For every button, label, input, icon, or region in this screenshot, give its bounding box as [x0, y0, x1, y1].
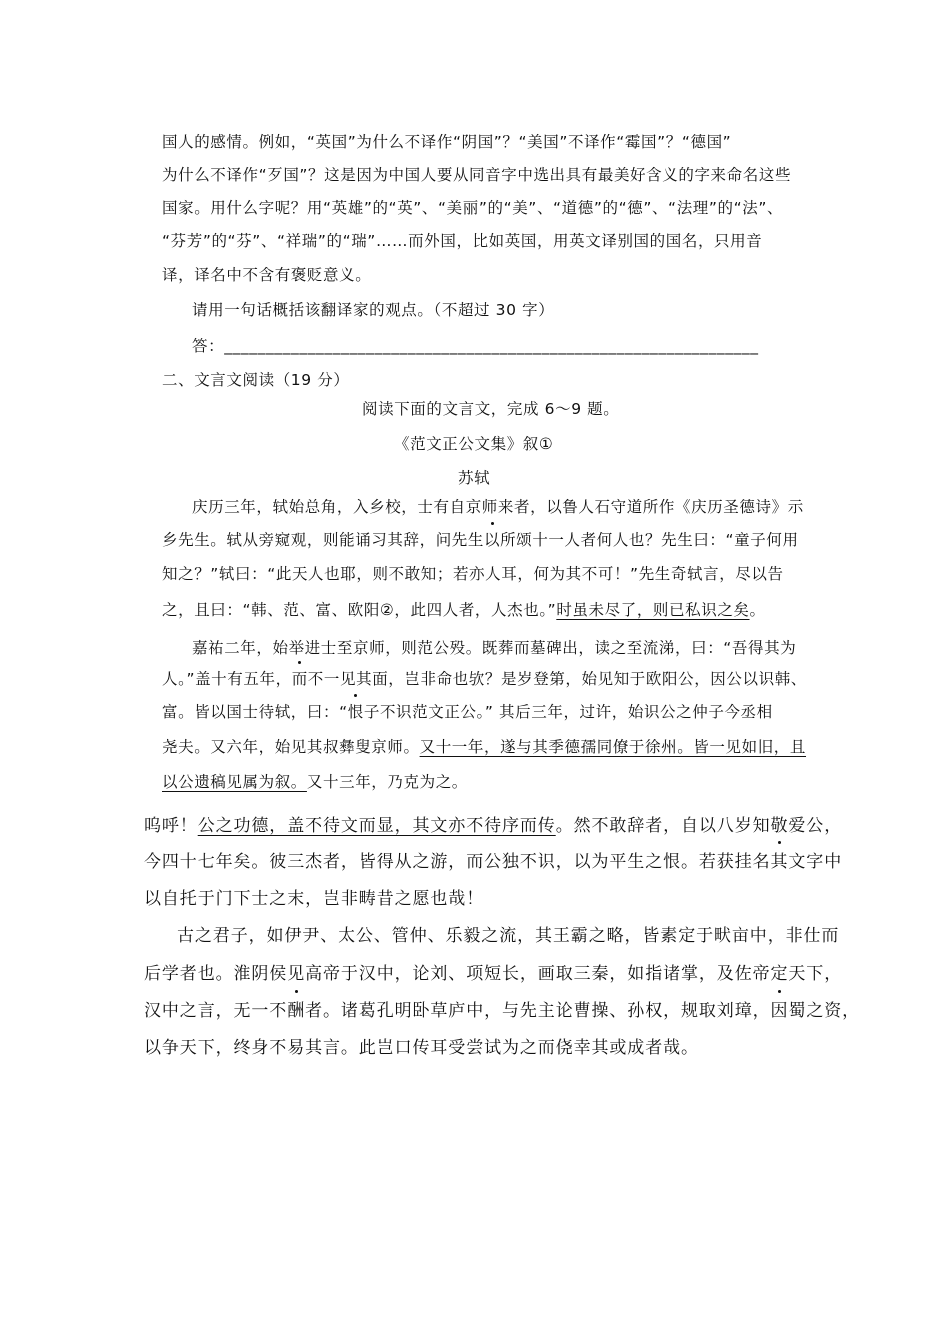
- dotted-char-er: 而: [292, 667, 308, 689]
- p3-line-1-text-a: 呜呼！: [144, 816, 198, 836]
- passage-line-1: 国人的感情。例如，“英国”为什么不译作“阴国”？“美国”不译作“霉国”？“德国”: [162, 133, 732, 151]
- answer-line: [192, 334, 759, 356]
- section-heading: 二、文言文阅读（19 分）: [162, 371, 350, 389]
- classical-author: 苏轼: [458, 469, 491, 487]
- underlined-sentence-1: 时虽未尽了，则已私识之矣: [556, 601, 750, 619]
- question-text: 请用一句话概括该翻译家的观点。（不超过 30 字）: [192, 301, 555, 319]
- dotted-char-hen: 恨: [348, 700, 364, 722]
- p3-line-2: [144, 847, 842, 872]
- p1-line-2-text-a: 乡先生。轼从旁窥观，则能诵习其辞，问先生: [162, 531, 485, 549]
- dotted-char-yi: 以: [484, 528, 500, 550]
- underlined-sentence-2b: 以公遗稿见属为叙。: [162, 773, 307, 791]
- passage-line-2: 为什么不译作“歹国”？这是因为中国人要从同音字中选出具有最美好含义的字来命名这些: [162, 166, 792, 184]
- answer-blank: ________________________________________________________________: [224, 337, 759, 355]
- p3-line-2-text-a: 今四十七年矣。彼三杰者，皆得从之游，而公独不识，以为平生之恨。若获挂名: [144, 852, 771, 872]
- p2-line-3-text-b: 子不识范文正公。” 其后三年，过许，始识公之仲子今丞相: [363, 703, 773, 721]
- p1-line-1: 庆历三年，轼始总角，入乡校，士有自京师来者，以鲁人石守道所作《庆历圣德诗》示: [192, 498, 804, 516]
- p2-line-4: [162, 735, 806, 757]
- p3-line-2-text-b: 文字中: [788, 852, 843, 872]
- p2-line-2: [162, 667, 807, 689]
- section-instruction: 阅读下面的文言文，完成 6～9 题。: [362, 400, 620, 418]
- p2-line-5: [162, 770, 468, 792]
- p4-line-1: 古之君子，如伊尹、太公、管仲、乐毅之流，其王霸之略，皆素定于畎亩中，非仕而: [177, 926, 840, 946]
- passage-line-5: 译，译名中不含有褒贬意义。: [162, 266, 372, 284]
- p1-line-4-text-b: 。: [749, 601, 766, 619]
- p4-line-3-text-c: 蜀之资，: [788, 1001, 861, 1021]
- p4-line-3: [144, 996, 860, 1021]
- p1-line-2-text-b: 所颂十一人者何人也？先生曰：“童子何用: [500, 531, 799, 549]
- p2-line-1: 嘉祐二年，始举进士至京师，则范公殁。既葬而墓碑出，读之至流涕，曰：“吾得其为: [192, 639, 797, 657]
- p1-line-2: [162, 528, 799, 550]
- dotted-char-chou: 酬: [287, 996, 305, 1021]
- p2-line-5-text-b: 又十三年，乃克为之。: [306, 773, 468, 791]
- dotted-char-yin: 因: [771, 996, 789, 1021]
- underlined-sentence-2a: 又十一年，遂与其季德孺同僚于徐州。皆一见如旧，且: [419, 738, 807, 756]
- p1-line-4: [162, 598, 766, 620]
- p3-line-1-text-b: 。然不敢辞者，自以八岁知敬爱公，: [555, 816, 843, 836]
- passage-line-3: 国家。用什么字呢？用“英雄”的“英”、“美丽”的“美”、“道德”的“德”、“法理”的“法”、: [162, 199, 784, 217]
- underlined-sentence-3: 公之功德，盖不待文而显，其文亦不待序而传: [197, 816, 556, 836]
- p4-line-3-text-a: 汉中之言，无一不: [144, 1001, 288, 1021]
- p4-line-2: 后学者也。淮阴侯见高帝于汉中，论刘、项短长，画取三秦，如指诸掌，及佐帝定天下，: [144, 964, 843, 984]
- passage-line-4: “芬芳”的“芬”、“祥瑞”的“瑞”……而外国，比如英国，用英文译别国的国名，只用音: [162, 232, 763, 250]
- dotted-char-qi: 其: [771, 847, 789, 872]
- p1-line-3: 知之？”轼曰：“此天人也耶，则不敢知；若亦人耳，何为其不可！”先生奇轼言，尽以告: [162, 565, 784, 583]
- p2-line-2-text-b: 不一见其面，岂非命也欤？是岁登第，始见知于欧阳公，因公以识韩、: [307, 670, 807, 688]
- p2-line-4-text-a: 尧夫。又六年，始见其叔彝叟京师。: [162, 738, 420, 756]
- p2-line-3: [162, 700, 773, 722]
- p3-line-1: [144, 811, 842, 836]
- classical-title: 《范文正公文集》叙①: [394, 435, 554, 453]
- p4-line-3-text-b: 者。诸葛孔明卧草庐中，与先主论曹操、孙权，规取刘璋，: [305, 1001, 771, 1021]
- p3-line-3: 以自托于门下士之末，岂非畴昔之愿也哉！: [144, 889, 485, 909]
- p2-line-2-text-a: 人。”盖十有五年，: [162, 670, 292, 688]
- p2-line-3-text-a: 富。皆以国士待轼，曰：“: [162, 703, 348, 721]
- p4-line-4: 以争天下，终身不易其言。此岂口传耳受尝试为之而侥幸其或成者哉。: [144, 1038, 699, 1058]
- p1-line-4-text-a: 之，且曰：“韩、范、富、欧阳②，此四人者，人杰也。”: [162, 601, 557, 619]
- answer-label: 答：: [192, 337, 225, 355]
